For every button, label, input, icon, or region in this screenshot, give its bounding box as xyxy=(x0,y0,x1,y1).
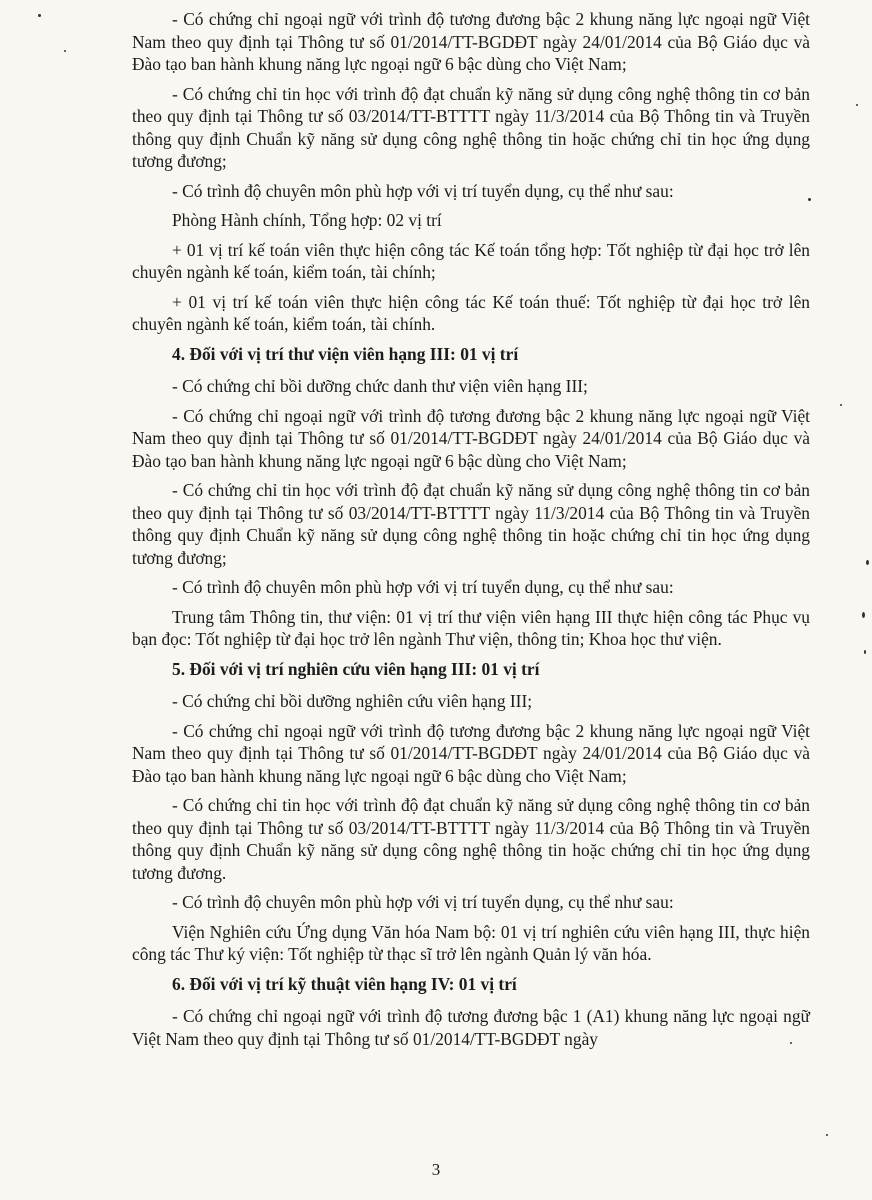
paragraph: - Có trình độ chuyên môn phù hợp với vị trí tuyển dụng, cụ thể như sau: xyxy=(172,180,674,201)
paragraph: Viện Nghiên cứu Ứng dụng Văn hóa Nam bộ: 01 vị trí nghiên cứu viên hạng III, thực hiện công tác Thư ký viện: Tốt nghiệp từ thạc sĩ trở lên ngành Quản lý văn hóa. xyxy=(132,921,810,964)
paragraph: - Có trình độ chuyên môn phù hợp với vị trí tuyển dụng, cụ thể như sau: xyxy=(172,577,674,597)
scan-speck xyxy=(808,198,811,201)
paragraph: - Có chứng chỉ tin học với trình độ đạt chuẩn kỹ năng sử dụng công nghệ thông tin cơ bản theo quy định tại Thông tư số 03/2014/TT-BTTTT ngày 11/3/2014 của Bộ Thông tin và Truyền thông quy định Chuẩn kỹ năng sử dụng công nghệ thông tin hoặc chứng chỉ tin học ứng dụng tương đương; xyxy=(132,480,810,568)
paragraph: - Có chứng chỉ bồi dưỡng chức danh thư viện viên hạng III; xyxy=(172,376,588,396)
paragraph: - Có chứng chỉ ngoại ngữ với trình độ tương đương bậc 2 khung năng lực ngoại ngữ Việt Nam theo quy định tại Thông tư số 01/2014/TT-BGDĐT ngày 24/01/2014 của Bộ Giáo dục và Đào tạo ban hành khung năng lực ngoại ngữ 6 bậc dùng cho Việt Nam; xyxy=(132,9,810,74)
paragraph: - Có chứng chỉ ngoại ngữ với trình độ tương đương bậc 2 khung năng lực ngoại ngữ Việt Nam theo quy định tại Thông tư số 01/2014/TT-BGDĐT ngày 24/01/2014 của Bộ Giáo dục và Đào tạo ban hành khung năng lực ngoại ngữ 6 bậc dùng cho Việt Nam; xyxy=(132,720,810,786)
paragraph: - Có trình độ chuyên môn phù hợp với vị trí tuyển dụng, cụ thể như sau: xyxy=(172,892,674,912)
section-heading: 4. Đối với vị trí thư viện viên hạng III: 01 vị trí xyxy=(172,343,519,364)
paragraph: - Có chứng chỉ ngoại ngữ với trình độ tương đương bậc 2 khung năng lực ngoại ngữ Việt Nam theo quy định tại Thông tư số 01/2014/TT-BGDĐT ngày 24/01/2014 của Bộ Giáo dục và Đào tạo ban hành khung năng lực ngoại ngữ 6 bậc dùng cho Việt Nam; xyxy=(132,405,810,471)
paragraph: Trung tâm Thông tin, thư viện: 01 vị trí thư viện viên hạng III thực hiện công tác Phục vụ bạn đọc: Tốt nghiệp từ đại học trở lên ngành Thư viện, thông tin; Khoa học thư viện. xyxy=(132,606,810,649)
paragraph: - Có chứng chỉ tin học với trình độ đạt chuẩn kỹ năng sử dụng công nghệ thông tin cơ bản theo quy định tại Thông tư số 03/2014/TT-BTTTT ngày 11/3/2014 của Bộ Thông tin và Truyền thông quy định Chuẩn kỹ năng sử dụng công nghệ thông tin hoặc chứng chỉ tin học ứng dụng tương đương. xyxy=(132,795,810,883)
document-body xyxy=(132,8,810,1057)
scan-speck xyxy=(38,14,41,17)
section-heading: 6. Đối với vị trí kỹ thuật viên hạng IV: 01 vị trí xyxy=(172,973,517,994)
scan-speck xyxy=(866,560,869,565)
scan-speck xyxy=(862,612,865,618)
paragraph: - Có chứng chỉ tin học với trình độ đạt chuẩn kỹ năng sử dụng công nghệ thông tin cơ bản theo quy định tại Thông tư số 03/2014/TT-BTTTT ngày 11/3/2014 của Bộ Thông tin và Truyền thông quy định Chuẩn kỹ năng sử dụng công nghệ thông tin hoặc chứng chỉ tin học ứng dụng tương đương; xyxy=(132,83,810,171)
scan-speck xyxy=(840,404,842,406)
scan-speck xyxy=(790,1042,792,1044)
paragraph: + 01 vị trí kế toán viên thực hiện công tác Kế toán tổng hợp: Tốt nghiệp từ đại học trở lên chuyên ngành kế toán, kiểm toán, tài chính; xyxy=(132,239,810,282)
section-heading: 5. Đối với vị trí nghiên cứu viên hạng III: 01 vị trí xyxy=(172,658,540,679)
paragraph: - Có chứng chỉ ngoại ngữ với trình độ tương đương bậc 1 (A1) khung năng lực ngoại ngữ Việt Nam theo quy định tại Thông tư số 01/2014/TT-BGDĐT ngày xyxy=(132,1006,810,1049)
paragraph: + 01 vị trí kế toán viên thực hiện công tác Kế toán thuế: Tốt nghiệp từ đại học trở lên chuyên ngành kế toán, kiểm toán, tài chính. xyxy=(132,291,810,334)
scan-speck xyxy=(826,1134,828,1136)
paragraph: Phòng Hành chính, Tổng hợp: 02 vị trí xyxy=(172,210,442,230)
scan-speck xyxy=(64,50,66,52)
scan-speck xyxy=(856,104,858,106)
scan-speck xyxy=(864,650,866,654)
page-number: 3 xyxy=(431,1160,441,1179)
paragraph: - Có chứng chỉ bồi dưỡng nghiên cứu viên hạng III; xyxy=(172,691,533,711)
